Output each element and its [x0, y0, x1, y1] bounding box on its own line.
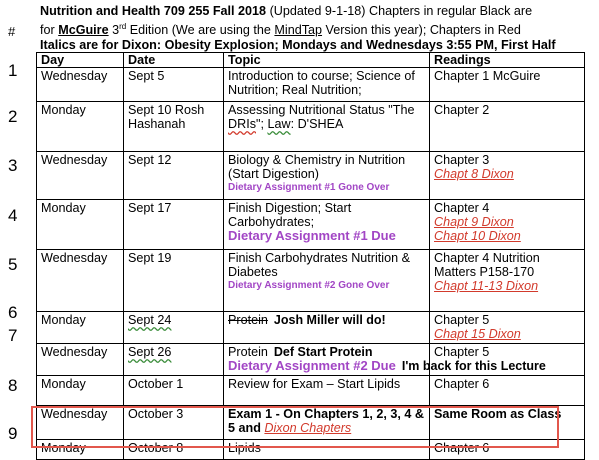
- header-text: Version this year); Chapters in Red: [322, 23, 521, 38]
- table-row: [37, 102, 585, 152]
- table-row: [37, 200, 585, 250]
- date-cell: Sept 5: [124, 68, 224, 102]
- course-title: Nutrition and Health 709 255 Fall 2018: [40, 4, 267, 18]
- row-number: 7: [8, 326, 18, 345]
- header-text: 3: [108, 23, 120, 38]
- topic-text: DRIs: [228, 117, 256, 131]
- row-number: 9: [8, 424, 18, 443]
- day-cell: Monday: [37, 102, 124, 152]
- reading-cell: Chapter 6: [430, 376, 585, 406]
- topic-text: : D'SHEA: [290, 117, 344, 131]
- struck-topic: Protein: [228, 313, 268, 327]
- assignment-due-note: Dietary Assignment #2 Due: [228, 358, 396, 373]
- document-header: [40, 4, 596, 53]
- date-cell: Sept 24: [124, 312, 224, 344]
- column-header-readings: Readings: [430, 53, 585, 68]
- textbook-author: McGuire: [58, 23, 109, 38]
- reading-cell: [430, 250, 585, 312]
- date-cell: Sept 19: [124, 250, 224, 312]
- header-text: for: [40, 23, 59, 38]
- day-cell: Wednesday: [37, 344, 124, 376]
- schedule-note: Italics are for Dixon: Obesity Explosion; Mondays and Wednesdays 3:55 PM, First Half: [40, 38, 556, 53]
- topic-cell: [224, 250, 430, 312]
- header-line-3: [40, 38, 596, 53]
- topic-cell: [224, 200, 430, 250]
- topic-cell: [224, 102, 430, 152]
- topic-cell: Lipids: [224, 440, 430, 460]
- date-cell: October 3: [124, 406, 224, 440]
- dixon-reading: Chapt 15 Dixon: [434, 327, 521, 341]
- reading-cell: [430, 152, 585, 200]
- assignment-note: Dietary Assignment #1 Gone Over: [228, 182, 390, 193]
- row-number: 3: [8, 156, 18, 175]
- table-row: [37, 250, 585, 312]
- handwritten-note: Def Start Protein: [273, 345, 373, 359]
- reading-text: Chapter 3: [434, 153, 490, 167]
- row-number: 5: [8, 255, 18, 274]
- header-text: Edition (We are using the: [126, 23, 275, 38]
- table-row: [37, 376, 585, 406]
- schedule-table: [36, 52, 585, 460]
- handwritten-note: Josh Miller will do!: [273, 313, 386, 327]
- assignment-due-note: Dietary Assignment #1 Due: [228, 228, 396, 243]
- dixon-reading: Chapt 8 Dixon: [434, 167, 514, 181]
- dixon-chapters: Dixon Chapters: [264, 421, 352, 435]
- topic-text: Protein: [228, 345, 268, 359]
- handwritten-note: I'm back for this Lecture: [401, 359, 546, 373]
- row-number: 6: [8, 303, 18, 322]
- topic-cell: Review for Exam – Start Lipids: [224, 376, 430, 406]
- topic-text: Biology & Chemistry in Nutrition (Start Digestion): [228, 153, 406, 181]
- topic-cell: Introduction to course; Science of Nutrition; Real Nutrition;: [224, 68, 430, 102]
- mindtap-text: MindTap: [274, 23, 323, 38]
- table-row: [37, 344, 585, 376]
- exam-highlight-box: [31, 406, 559, 448]
- row-number: 1: [8, 61, 18, 80]
- day-cell: Wednesday: [37, 68, 124, 102]
- column-header-topic: Topic: [224, 53, 430, 68]
- dixon-reading: Chapt 10 Dixon: [434, 229, 521, 243]
- topic-text: Assessing Nutritional Status "The: [228, 103, 415, 117]
- column-header-date: Date: [124, 53, 224, 68]
- topic-text: Finish Carbohydrates Nutrition & Diabetes: [228, 251, 410, 279]
- reading-cell: Chapter 5: [430, 344, 585, 376]
- column-header-day: Day: [37, 53, 124, 68]
- reading-cell: Chapter 2: [430, 102, 585, 152]
- table-row: [37, 68, 585, 102]
- reading-text: Chapter 4: [434, 201, 490, 215]
- table-row: [37, 152, 585, 200]
- day-cell: Wednesday: [37, 152, 124, 200]
- day-cell: Monday: [37, 200, 124, 250]
- row-number: 8: [8, 376, 18, 395]
- date-cell: Sept 26: [124, 344, 224, 376]
- row-number: 2: [8, 107, 18, 126]
- reading-cell: [430, 200, 585, 250]
- dixon-reading: Chapt 11-13 Dixon: [434, 279, 539, 293]
- date-cell: Sept 12: [124, 152, 224, 200]
- dixon-reading: Chapt 9 Dixon: [434, 215, 514, 229]
- table-header-row: [37, 53, 585, 68]
- topic-cell: [224, 312, 430, 344]
- reading-cell: [430, 312, 585, 344]
- day-cell: Monday: [37, 440, 124, 460]
- reading-cell: Chapter 6: [430, 440, 585, 460]
- topic-text: Exam 1 - On Chapters 1, 2, 3, 4 & 5 and: [228, 407, 424, 435]
- topic-text: Finish Digestion; Start Carbohydrates;: [228, 201, 352, 229]
- day-cell: Monday: [37, 376, 124, 406]
- day-cell: Monday: [37, 312, 124, 344]
- header-line-1: [40, 4, 596, 19]
- date-cell: October 1: [124, 376, 224, 406]
- reading-cell: Same Room as Class: [430, 406, 585, 440]
- update-note: (Updated 9-1-18) Chapters in regular Black are: [266, 4, 533, 18]
- table-row: [37, 312, 585, 344]
- reading-text: Chapter 4 Nutrition Matters P158-170: [434, 251, 540, 279]
- topic-text: Law: [267, 117, 291, 131]
- topic-cell: [224, 152, 430, 200]
- date-cell: Sept 10 Rosh Hashanah: [124, 102, 224, 152]
- reading-text: Chapter 5: [434, 313, 490, 327]
- date-cell: Sept 17: [124, 200, 224, 250]
- row-number: 4: [8, 206, 18, 225]
- reading-cell: Chapter 1 McGuire: [430, 68, 585, 102]
- day-cell: Wednesday: [37, 406, 124, 440]
- assignment-note: Dietary Assignment #2 Gone Over: [228, 280, 390, 291]
- topic-text: ";: [256, 117, 268, 131]
- edition-suffix: rd: [119, 22, 127, 31]
- day-cell: Wednesday: [37, 250, 124, 312]
- header-line-2: [40, 19, 596, 38]
- row-number-header: #: [8, 24, 16, 39]
- date-cell: October 8: [124, 440, 224, 460]
